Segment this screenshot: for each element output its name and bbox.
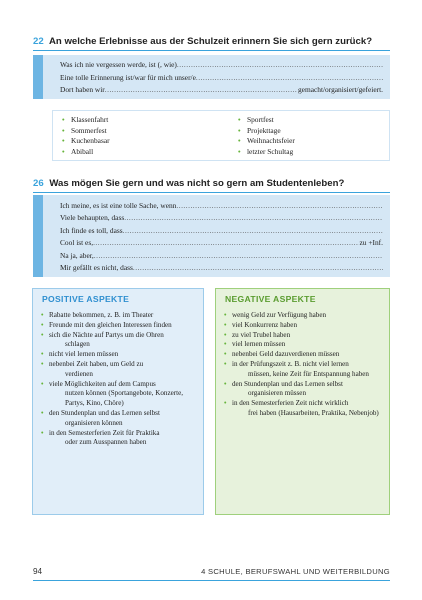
list-item: • viel Konkurrenz haben (224, 321, 385, 331)
positive-aspects-list (41, 311, 199, 448)
section-22-rule (33, 50, 390, 51)
vocab-item: • Projekttage (238, 126, 295, 137)
section-heading: An welche Erlebnisse aus der Schulzeit erinnern Sie sich gern zurück? (48, 36, 373, 47)
phrase-box-bar (33, 55, 43, 99)
phrase-box-bar (33, 195, 43, 277)
vocab-item: • Klassenfahrt (62, 115, 110, 126)
list-item: • Rabatte bekommen, z. B. im Theater (41, 311, 199, 321)
section-22-phrase-box (33, 55, 390, 99)
vocab-item: • letzter Schultag (238, 147, 295, 158)
list-item: • viel lernen müssen (224, 340, 385, 350)
phrase-line[interactable]: Eine tolle Erinnerung ist/war für mich unser/e ..... (60, 73, 383, 83)
vocab-item: • Kuchenbasar (62, 136, 110, 147)
section-26-title (33, 178, 344, 189)
list-item: • viele Möglichkeiten auf dem Campus nutzen können (Sportangebote, Konzerte, Partys, Kino, Chöre) (41, 380, 199, 409)
vocab-list-left (62, 115, 110, 157)
vocab-item: • Abiball (62, 147, 110, 158)
phrase-line[interactable]: Viele behaupten, dass ..... (60, 213, 383, 223)
section-26-rule (33, 192, 390, 193)
phrase-line[interactable]: Dort haben wir ..... gemacht/organisiert/gefeiert. (60, 85, 383, 95)
section-number: 26 (33, 178, 44, 189)
list-item: • den Stundenplan und das Lernen selbst organisieren müssen (224, 380, 385, 400)
list-item: • in den Semesterferien Zeit für Praktika oder zum Ausspannen haben (41, 429, 199, 449)
section-heading: Was mögen Sie gern und was nicht so gern am Studentenleben? (49, 178, 345, 189)
list-item: • zu viel Trubel haben (224, 331, 385, 341)
chapter-title: 4 SCHULE, BERUFSWAHL UND WEITERBILDUNG (201, 567, 390, 576)
phrase-line[interactable]: Was ich nie vergessen werde, ist (, wie) ..... (60, 60, 383, 70)
negative-aspects-box (215, 288, 390, 515)
list-item: • den Stundenplan und das Lernen selbst organisieren können (41, 409, 199, 429)
phrase-line[interactable]: Mir gefällt es nicht, dass ..... (60, 263, 383, 273)
list-item: • nebenbei Geld dazuverdienen müssen (224, 350, 385, 360)
negative-aspects-list (224, 311, 385, 419)
page-number: 94 (33, 567, 43, 576)
positive-aspects-box (32, 288, 204, 515)
vocab-item: • Sommerfest (62, 126, 110, 137)
phrase-line[interactable]: Ich finde es toll, dass ..... (60, 226, 383, 236)
section-26-phrase-box (33, 195, 390, 277)
negative-aspects-title: NEGATIVE ASPEKTE (225, 294, 316, 304)
positive-aspects-title: POSITIVE ASPEKTE (42, 294, 130, 304)
phrase-line[interactable]: Cool ist es, ..... zu +Inf. (60, 238, 383, 248)
list-item: • in den Semesterferien Zeit nicht wirklich frei haben (Hausarbeiten, Praktika, Nebenjob) (224, 399, 385, 419)
vocab-list-right (238, 115, 295, 157)
list-item: • Freunde mit den gleichen Interessen finden (41, 321, 199, 331)
list-item: • nicht viel lernen müssen (41, 350, 199, 360)
footer-rule (33, 580, 390, 581)
list-item: • nebenbei Zeit haben, um Geld zu verdienen (41, 360, 199, 380)
section-number: 22 (33, 36, 44, 47)
vocab-box (52, 110, 390, 161)
list-item: • sich die Nächte auf Partys um die Ohren schlagen (41, 331, 199, 351)
vocab-item: • Weihnachtsfeier (238, 136, 295, 147)
list-item: • wenig Geld zur Verfügung haben (224, 311, 385, 321)
section-22-title (33, 36, 372, 47)
phrase-line[interactable]: Ich meine, es ist eine tolle Sache, wenn ..... (60, 201, 383, 211)
vocab-item: • Sportfest (238, 115, 295, 126)
list-item: • in der Prüfungszeit z. B. nicht viel lernen müssen, keine Zeit für Entspannung haben (224, 360, 385, 380)
phrase-line[interactable]: Na ja, aber, ..... (60, 251, 383, 261)
